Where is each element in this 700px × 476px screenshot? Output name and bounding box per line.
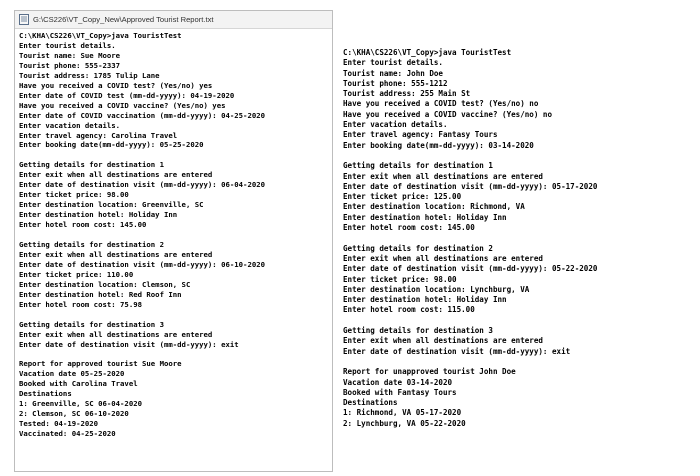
console-line: C:\KHA\CS226\VT_Copy>java TouristTest [19, 31, 182, 40]
console-line: Enter date of COVID vaccination (mm-dd-yyyy): 04-25-2020 [19, 110, 266, 120]
console-line: Report for unapproved tourist John Doe [343, 367, 516, 377]
text-file-icon [19, 14, 29, 25]
console-line: Have you received a COVID vaccine? (Yes/no) yes [19, 100, 226, 110]
console-line: Booked with Carolina Travel [19, 379, 138, 389]
window-title: G:\CS226\VT_Copy_New\Approved Tourist Report.txt [33, 15, 214, 24]
console-line [343, 357, 597, 367]
console-line: Enter destination hotel: Red Roof Inn [19, 289, 182, 299]
console-line: Enter ticket price: 98.00 [343, 274, 457, 284]
console-line: Destinations [343, 398, 398, 408]
console-line: Enter date of destination visit (mm-dd-yyyy): 05-17-2020 [343, 181, 598, 191]
console-line: Enter vacation details. [343, 120, 448, 130]
console-line: Tourist phone: 555-2337 [19, 60, 121, 70]
console-line: Tourist name: John Doe [343, 68, 443, 78]
console-line: Enter destination hotel: Holiday Inn [343, 212, 507, 222]
console-line: Enter tourist details. [19, 40, 116, 50]
console-line: Getting details for destination 1 [19, 160, 164, 170]
console-line: Getting details for destination 1 [343, 161, 493, 171]
console-line [19, 230, 265, 240]
console-line: Enter date of destination visit (mm-dd-yyyy): 05-22-2020 [343, 264, 598, 274]
console-line: Tested: 04-19-2020 [19, 419, 99, 429]
console-line: Enter destination hotel: Holiday Inn [343, 295, 507, 305]
console-line: Tourist address: 1785 Tulip Lane [19, 70, 160, 80]
console-line: Enter travel agency: Fantasy Tours [343, 130, 498, 140]
console-line: Enter exit when all destinations are entered [343, 336, 543, 346]
console-line: Enter ticket price: 125.00 [343, 192, 462, 202]
console-line: Vacation date 03-14-2020 [343, 377, 453, 387]
console-line: Enter booking date(mm-dd-yyyy): 03-14-2020 [343, 140, 534, 150]
console-line: Enter destination location: Clemson, SC [19, 279, 191, 289]
console-line: Report for approved tourist Sue Moore [19, 359, 182, 369]
console-line: Enter exit when all destinations are entered [19, 170, 213, 180]
console-line: Enter hotel room cost: 145.00 [343, 223, 475, 233]
console-line: Getting details for destination 3 [343, 326, 493, 336]
console-line: Enter destination hotel: Holiday Inn [19, 210, 178, 220]
console-line: Have you received a COVID test? (Yes/no) no [343, 99, 539, 109]
console-line [343, 233, 597, 243]
console-line: Enter vacation details. [19, 120, 121, 130]
console-line: Enter hotel room cost: 115.00 [343, 305, 475, 315]
approved-report-window [14, 10, 333, 472]
console-line: Destinations [19, 389, 72, 399]
console-line: Enter destination location: Lynchburg, VA [343, 284, 530, 294]
console-line: Enter ticket price: 110.00 [19, 269, 134, 279]
console-line: Enter destination location: Richmond, VA [343, 202, 525, 212]
console-line: Enter ticket price: 98.00 [19, 190, 129, 200]
approved-console-output [19, 31, 265, 439]
console-line: Enter tourist details. [343, 58, 443, 68]
console-line: Enter date of destination visit (mm-dd-yyyy): exit [19, 339, 239, 349]
console-line [19, 150, 265, 160]
console-line: Have you received a COVID test? (Yes/no) yes [19, 80, 213, 90]
console-line: Tourist name: Sue Moore [19, 50, 121, 60]
console-line: Enter exit when all destinations are entered [343, 253, 543, 263]
console-line: Tourist phone: 555-1212 [343, 78, 448, 88]
console-line: Getting details for destination 2 [343, 243, 493, 253]
console-line [19, 350, 265, 360]
console-line: Enter date of destination visit (mm-dd-yyyy): 06-04-2020 [19, 180, 266, 190]
console-line: C:\KHA\CS226\VT_Copy>java TouristTest [343, 48, 512, 57]
console-line: Vaccinated: 04-25-2020 [19, 429, 116, 439]
window-title-bar[interactable] [15, 11, 332, 29]
console-line: Vacation date 05-25-2020 [19, 369, 125, 379]
console-line: Getting details for destination 3 [19, 319, 164, 329]
console-line: 2: Clemson, SC 06-10-2020 [19, 409, 129, 419]
console-line: Enter hotel room cost: 75.98 [19, 299, 143, 309]
unapproved-report-window [336, 40, 678, 450]
console-line: Enter destination location: Greenville, SC [19, 200, 204, 210]
console-line [343, 316, 597, 326]
console-line [19, 310, 265, 320]
console-line: Enter booking date(mm-dd-yyyy): 05-25-2020 [19, 140, 204, 150]
console-line: Enter date of destination visit (mm-dd-yyyy): 06-10-2020 [19, 259, 266, 269]
console-line: 2: Lynchburg, VA 05-22-2020 [343, 418, 466, 428]
console-line: Getting details for destination 2 [19, 240, 164, 250]
console-line: Tourist address: 255 Main St [343, 89, 471, 99]
console-line: Enter exit when all destinations are entered [343, 171, 543, 181]
console-line: Enter date of COVID test (mm-dd-yyyy): 04-19-2020 [19, 90, 235, 100]
unapproved-console-output [343, 48, 597, 429]
console-line: Enter hotel room cost: 145.00 [19, 220, 147, 230]
console-line [343, 151, 597, 161]
console-line: Enter date of destination visit (mm-dd-yyyy): exit [343, 346, 571, 356]
console-line: Booked with Fantasy Tours [343, 387, 457, 397]
console-line: Enter travel agency: Carolina Travel [19, 130, 178, 140]
console-line: 1: Greenville, SC 06-04-2020 [19, 399, 143, 409]
console-line: Have you received a COVID vaccine? (Yes/no) no [343, 109, 553, 119]
console-line: 1: Richmond, VA 05-17-2020 [343, 408, 462, 418]
console-line: Enter exit when all destinations are entered [19, 249, 213, 259]
console-line: Enter exit when all destinations are entered [19, 329, 213, 339]
